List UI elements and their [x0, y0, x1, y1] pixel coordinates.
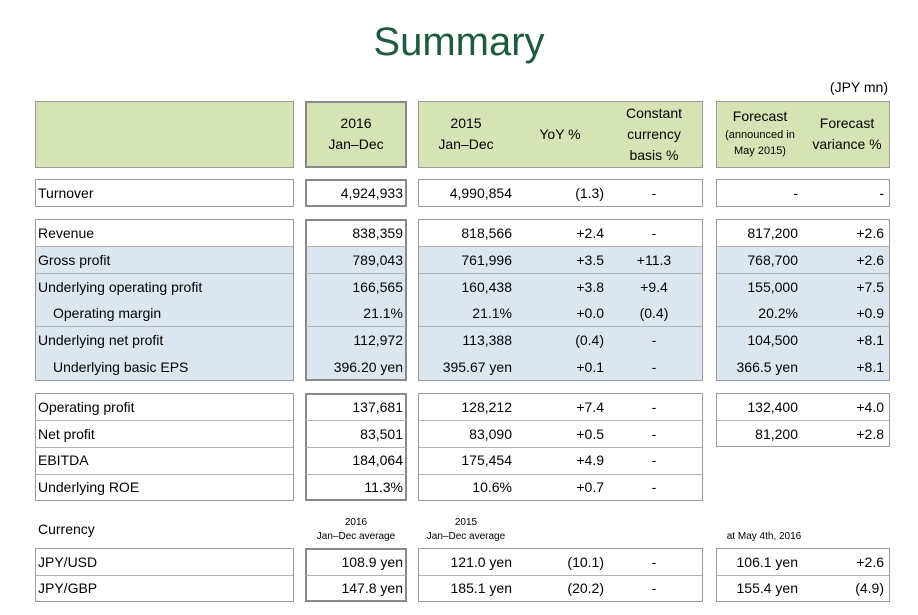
value-forecast: 768,700 — [747, 252, 798, 268]
value-2016: 112,972 — [353, 332, 403, 348]
value-yoy: (20.2) — [567, 580, 604, 596]
value-2015: 128,212 — [461, 399, 512, 415]
value-yoy: +3.8 — [576, 279, 604, 295]
value-2016: 184,064 — [352, 452, 403, 468]
value-2015: 175,454 — [461, 452, 512, 468]
currency-label: Currency — [38, 521, 95, 537]
value-2015: 160,438 — [461, 279, 512, 295]
value-constant-currency: - — [651, 185, 657, 201]
value-yoy: +0.0 — [576, 305, 604, 321]
value-constant-currency: +11.3 — [636, 252, 672, 268]
row-label: Operating profit — [38, 399, 135, 415]
value-2015: 121.0 yen — [450, 554, 512, 570]
row-label: EBITDA — [38, 452, 89, 468]
value-forecast: 104,500 — [747, 332, 798, 348]
unit-label: (JPY mn) — [829, 79, 888, 95]
value-constant-currency: - — [651, 225, 657, 241]
value-forecast-variance: - — [879, 185, 884, 201]
value-2015: 185.1 yen — [450, 580, 512, 596]
value-forecast-variance: +2.6 — [856, 225, 884, 241]
value-forecast: 20.2% — [758, 305, 798, 321]
value-yoy: +0.1 — [576, 359, 604, 375]
value-2015: 818,566 — [461, 225, 512, 241]
value-forecast: 81,200 — [755, 426, 798, 442]
value-2015: 21.1% — [472, 305, 512, 321]
value-constant-currency: - — [651, 479, 657, 495]
header-yoy: YoY % — [539, 126, 581, 142]
value-forecast: 155,000 — [747, 279, 798, 295]
currency-header-forecast: at May 4th, 2016 — [726, 531, 802, 542]
value-forecast-variance: +2.8 — [856, 426, 884, 442]
value-forecast-variance: +2.6 — [856, 252, 884, 268]
header-forecast: Forecast (announced in May 2015) — [725, 108, 795, 157]
value-forecast-variance: +0.9 — [856, 305, 884, 321]
row-label: Revenue — [38, 225, 95, 241]
value-yoy: +7.4 — [576, 399, 604, 415]
row-label: Underlying ROE — [38, 479, 140, 495]
header-2016: 2016 Jan–Dec — [328, 115, 384, 152]
page-title: Summary — [373, 20, 545, 64]
value-2015: 83,090 — [469, 426, 512, 442]
row-label: Operating margin — [53, 305, 162, 321]
value-constant-currency: - — [651, 426, 657, 442]
value-forecast: 132,400 — [747, 399, 798, 415]
value-yoy: +4.9 — [576, 452, 604, 468]
row-label: Underlying net profit — [38, 332, 164, 348]
value-constant-currency: - — [651, 359, 657, 375]
value-2016: 108.9 yen — [341, 554, 403, 570]
value-2015: 395.67 yen — [442, 359, 512, 375]
value-constant-currency: - — [651, 399, 657, 415]
value-constant-currency: - — [651, 580, 657, 596]
row-label: Turnover — [38, 185, 94, 201]
header-forecast-variance: Forecast variance % — [812, 115, 882, 152]
value-2016: 83,501 — [360, 426, 403, 442]
value-yoy: +0.5 — [576, 426, 604, 442]
value-2016: 11.3% — [364, 479, 403, 495]
value-yoy: (10.1) — [567, 554, 604, 570]
value-2016: 789,043 — [352, 252, 403, 268]
value-forecast: 155.4 yen — [736, 580, 798, 596]
value-yoy: (1.3) — [575, 185, 604, 201]
value-yoy: +0.7 — [576, 479, 604, 495]
value-2015: 4,990,854 — [449, 185, 512, 201]
value-forecast-variance: +7.5 — [856, 279, 884, 295]
value-2016: 21.1% — [363, 305, 403, 321]
value-2016: 166,565 — [352, 279, 403, 295]
row-label: Underlying basic EPS — [53, 359, 189, 375]
value-constant-currency: - — [651, 452, 657, 468]
row-label: Net profit — [38, 426, 95, 442]
value-constant-currency: - — [651, 332, 657, 348]
value-forecast-variance: +4.0 — [856, 399, 884, 415]
value-constant-currency: +9.4 — [640, 279, 668, 295]
currency-header-2015: 2015 Jan–Dec average — [426, 517, 506, 542]
value-2016: 838,359 — [352, 225, 403, 241]
value-forecast-variance: +8.1 — [856, 332, 884, 348]
value-yoy: +2.4 — [576, 225, 604, 241]
value-forecast: - — [793, 185, 798, 201]
header-constant-currency: Constant currency basis % — [625, 105, 683, 163]
header-label-cell — [35, 101, 294, 168]
value-forecast: 817,200 — [747, 225, 798, 241]
currency-header-2016: 2016 Jan–Dec average — [316, 517, 396, 542]
row-label: Underlying operating profit — [38, 279, 203, 295]
value-2016: 4,924,933 — [340, 185, 403, 201]
row-label: JPY/USD — [38, 554, 98, 570]
row-label: Gross profit — [38, 252, 111, 268]
value-forecast: 106.1 yen — [736, 554, 798, 570]
value-forecast-variance: +2.6 — [856, 554, 884, 570]
value-2015: 761,996 — [461, 252, 512, 268]
value-yoy: +3.5 — [576, 252, 604, 268]
value-2015: 10.6% — [472, 479, 512, 495]
header-2015: 2015 Jan–Dec — [438, 115, 494, 152]
row-label: JPY/GBP — [38, 580, 98, 596]
value-2016: 147.8 yen — [341, 580, 403, 596]
value-2015: 113,388 — [462, 332, 512, 348]
value-forecast: 366.5 yen — [736, 359, 798, 375]
value-constant-currency: (0.4) — [639, 305, 669, 321]
value-constant-currency: - — [651, 554, 657, 570]
value-yoy: (0.4) — [575, 332, 604, 348]
value-forecast-variance: (4.9) — [855, 580, 884, 596]
value-2016: 396.20 yen — [333, 359, 403, 375]
value-2016: 137,681 — [352, 399, 403, 415]
value-forecast-variance: +8.1 — [856, 359, 884, 375]
